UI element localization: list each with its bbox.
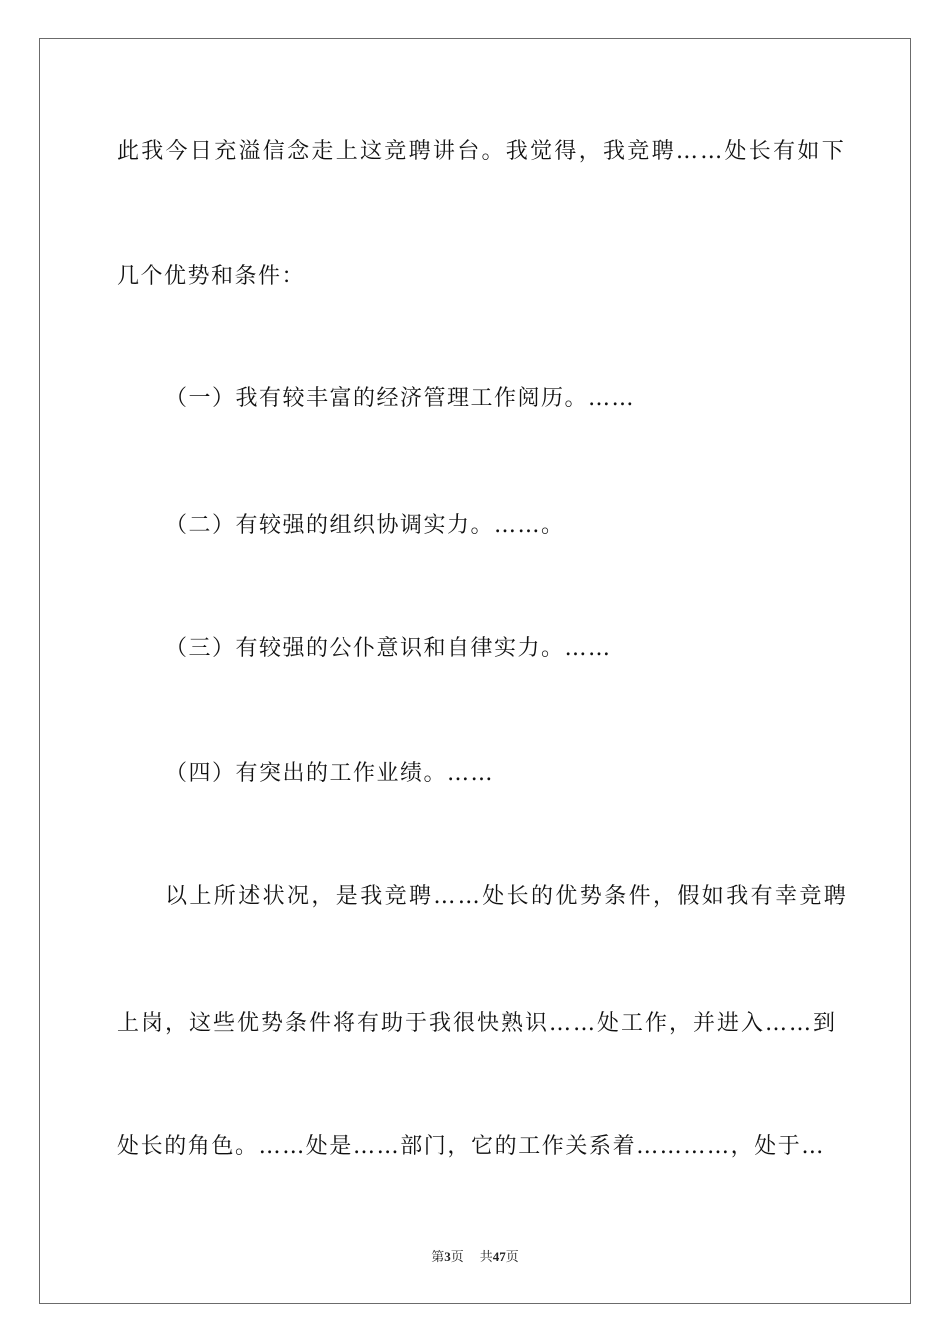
total-suffix: 页	[505, 1249, 519, 1264]
page-border	[39, 38, 911, 1304]
total-prefix: 共	[479, 1249, 493, 1264]
paragraph-line-3: 以上所述状况，是我竞聘……处长的优势条件，假如我有幸竞聘	[165, 884, 849, 909]
page-suffix: 页	[450, 1249, 464, 1264]
paragraph-line-1: 此我今日充溢信念走上这竞聘讲台。我觉得，我竞聘……处长有如下	[117, 139, 847, 164]
total-pages: 47	[492, 1249, 506, 1264]
page-footer	[0, 1248, 950, 1266]
list-item-3: （三）有较强的公仆意识和自律实力。……	[165, 636, 612, 661]
paragraph-line-2: 几个优势和条件：	[117, 264, 306, 289]
paragraph-line-5: 处长的角色。……处是……部门，它的工作关系着…………，处于…	[117, 1134, 826, 1159]
page-prefix: 第	[431, 1249, 445, 1264]
paragraph-line-4: 上岗，这些优势条件将有助于我很快熟识……处工作，并进入……到	[117, 1011, 838, 1036]
list-item-2: （二）有较强的组织协调实力。……。	[165, 513, 565, 538]
page-number: 3	[444, 1249, 451, 1264]
list-item-4: （四）有突出的工作业绩。……	[165, 761, 495, 786]
list-item-1: （一）我有较丰富的经济管理工作阅历。……	[165, 386, 636, 411]
